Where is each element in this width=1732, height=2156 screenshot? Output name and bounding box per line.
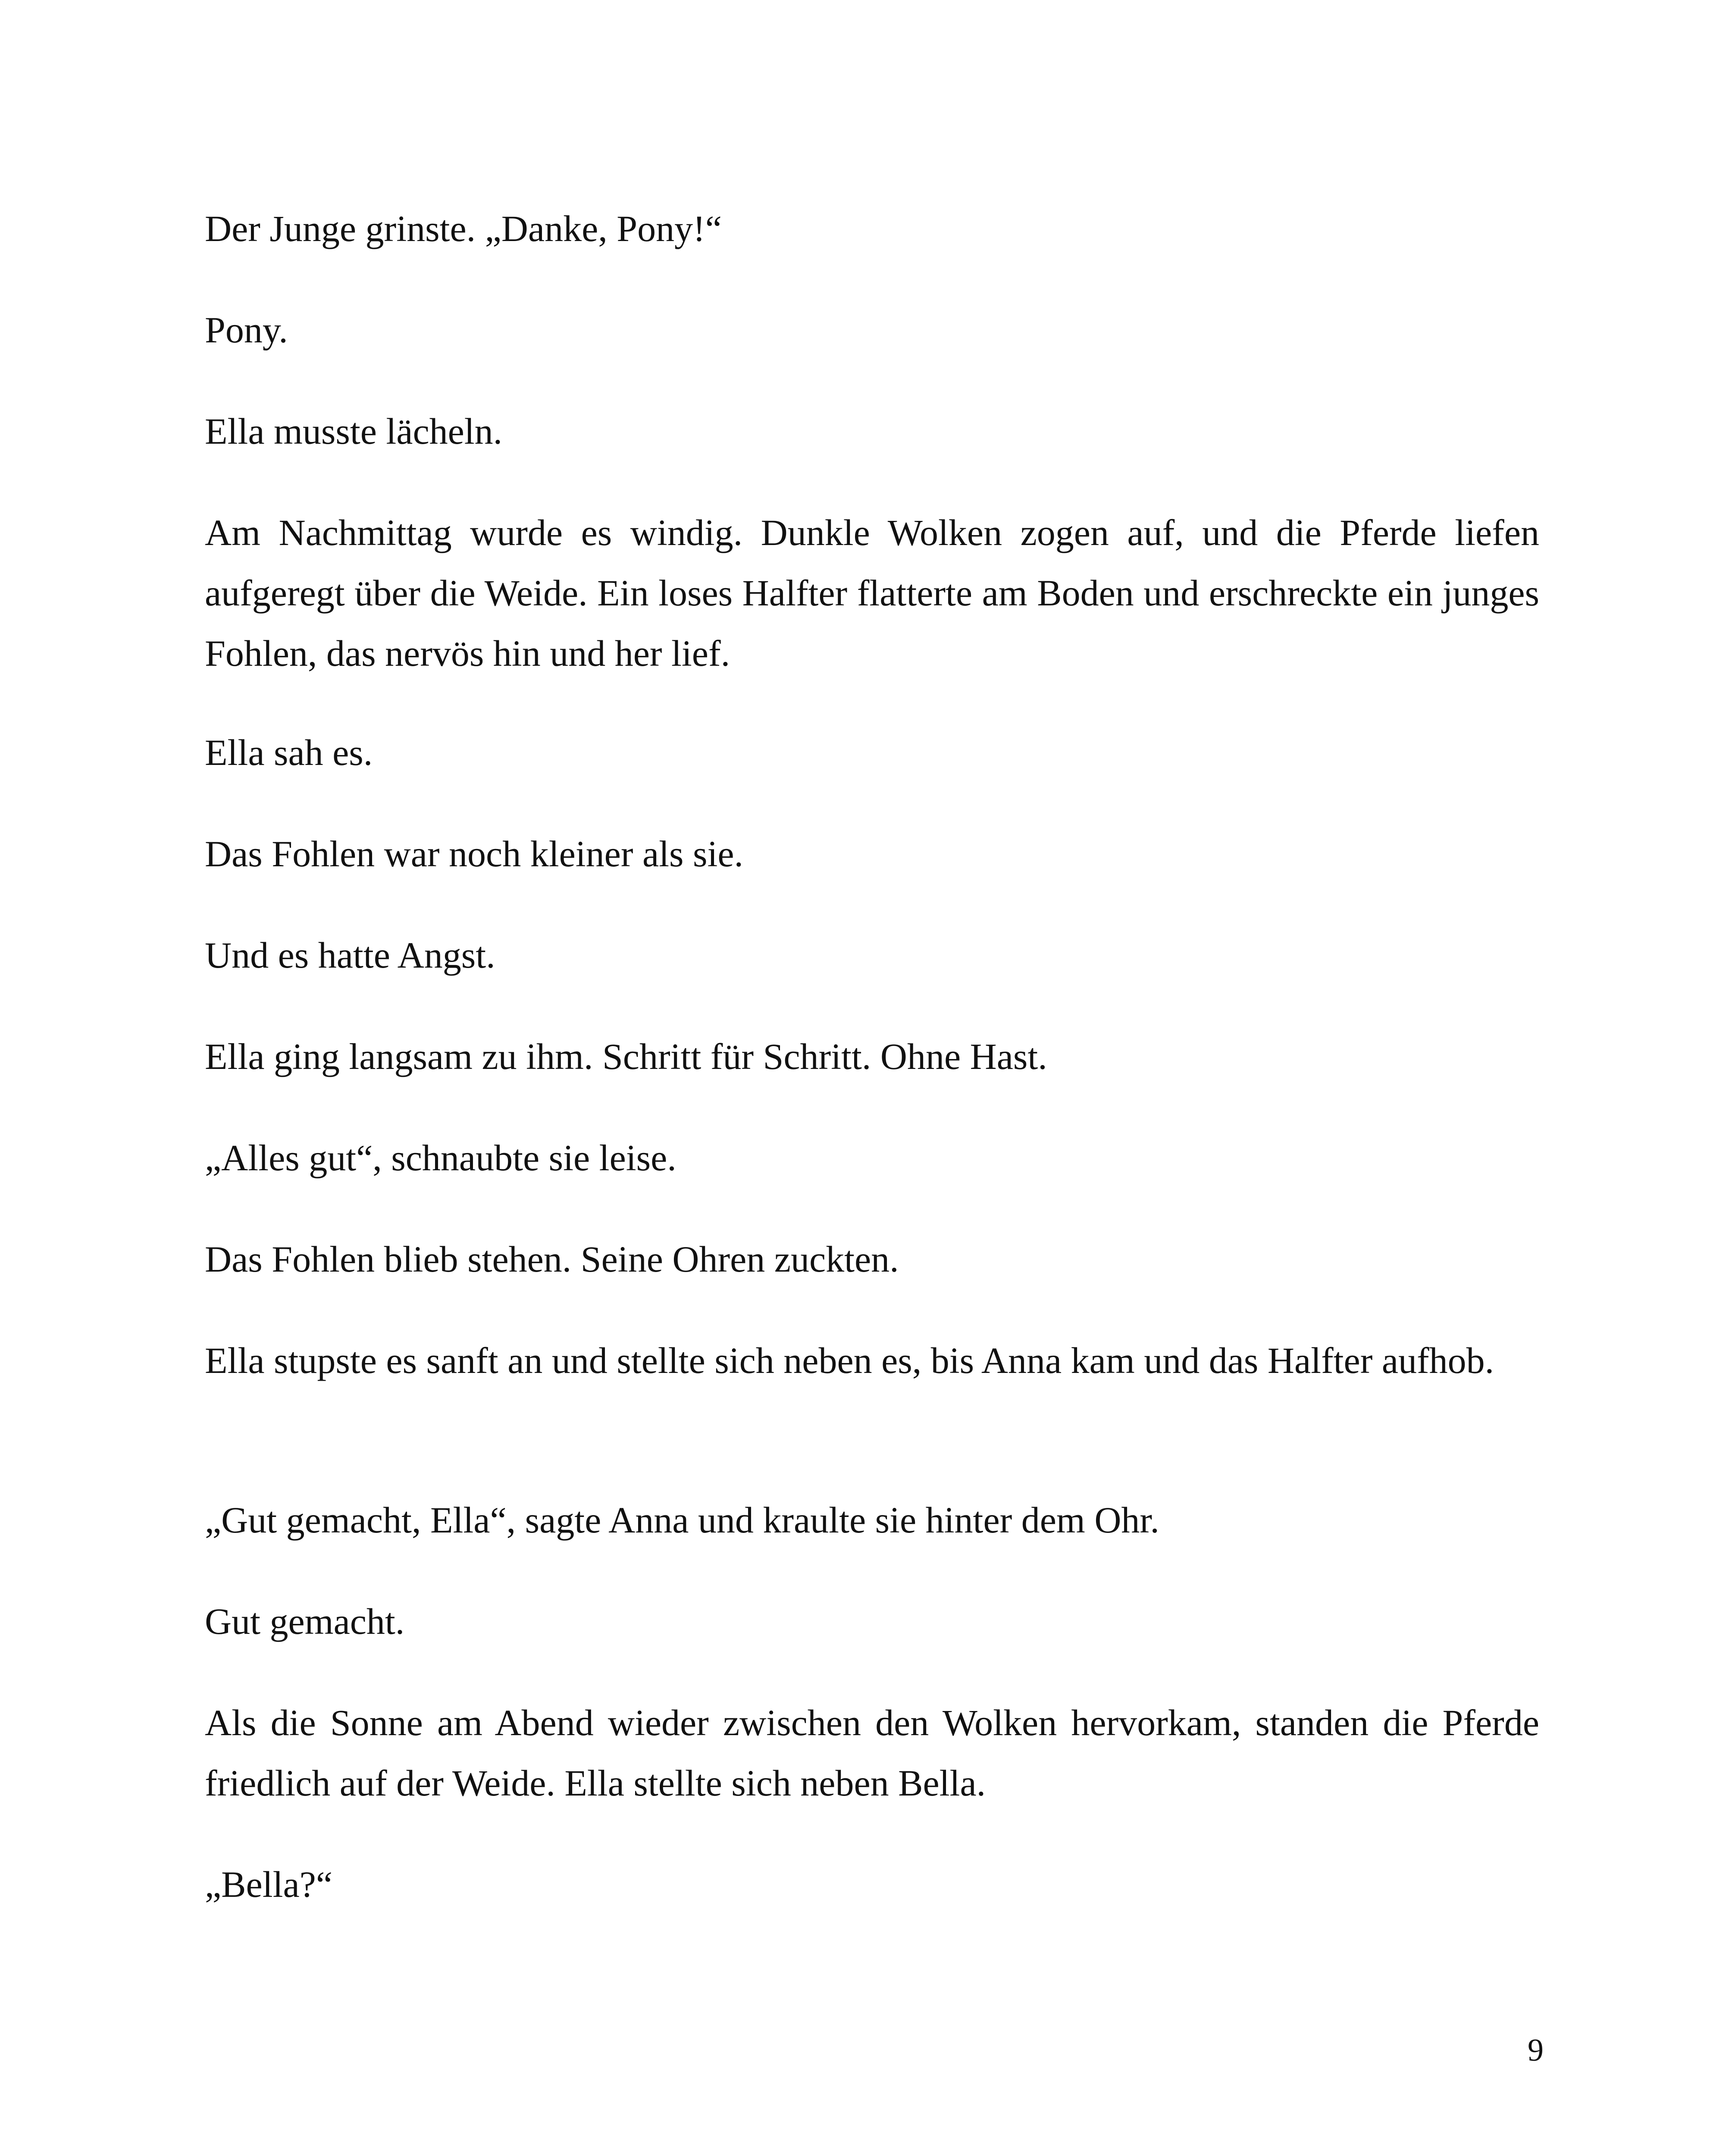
paragraph: Als die Sonne am Abend wieder zwischen den Wolken hervorkam, standen die Pferde friedlich auf der Weide. Ella stellte sich neben Bella. [205, 1702, 1539, 1804]
paragraph: „Bella?“ [205, 1864, 333, 1905]
paragraph: Das Fohlen war noch kleiner als sie. [205, 833, 744, 874]
paragraph: Der Junge grinste. „Danke, Pony!“ [205, 208, 722, 249]
paragraph: Ella stupste es sanft an und stellte sich neben es, bis Anna kam und das Halfter aufhob. [205, 1340, 1494, 1381]
paragraph: Ella ging langsam zu ihm. Schritt für Schritt. Ohne Hast. [205, 1036, 1047, 1077]
paragraph: Am Nachmittag wurde es windig. Dunkle Wolken zogen auf, und die Pferde liefen aufgeregt über die Weide. Ein loses Halfter flatterte am Boden und erschreckte ein junges Fohlen, das nervös hin und her lief. [205, 512, 1539, 674]
paragraph: „Alles gut“, schnaubte sie leise. [205, 1137, 677, 1178]
paragraph: Und es hatte Angst. [205, 934, 495, 976]
paragraph: Ella musste lächeln. [205, 411, 503, 452]
paragraph: Ella sah es. [205, 732, 373, 773]
paragraph: „Gut gemacht, Ella“, sagte Anna und kraulte sie hinter dem Ohr. [205, 1499, 1159, 1541]
page-number: 9 [1528, 2033, 1544, 2068]
paragraph: Pony. [205, 309, 288, 351]
paragraph: Gut gemacht. [205, 1601, 405, 1642]
paragraph: Das Fohlen blieb stehen. Seine Ohren zuckten. [205, 1238, 899, 1280]
